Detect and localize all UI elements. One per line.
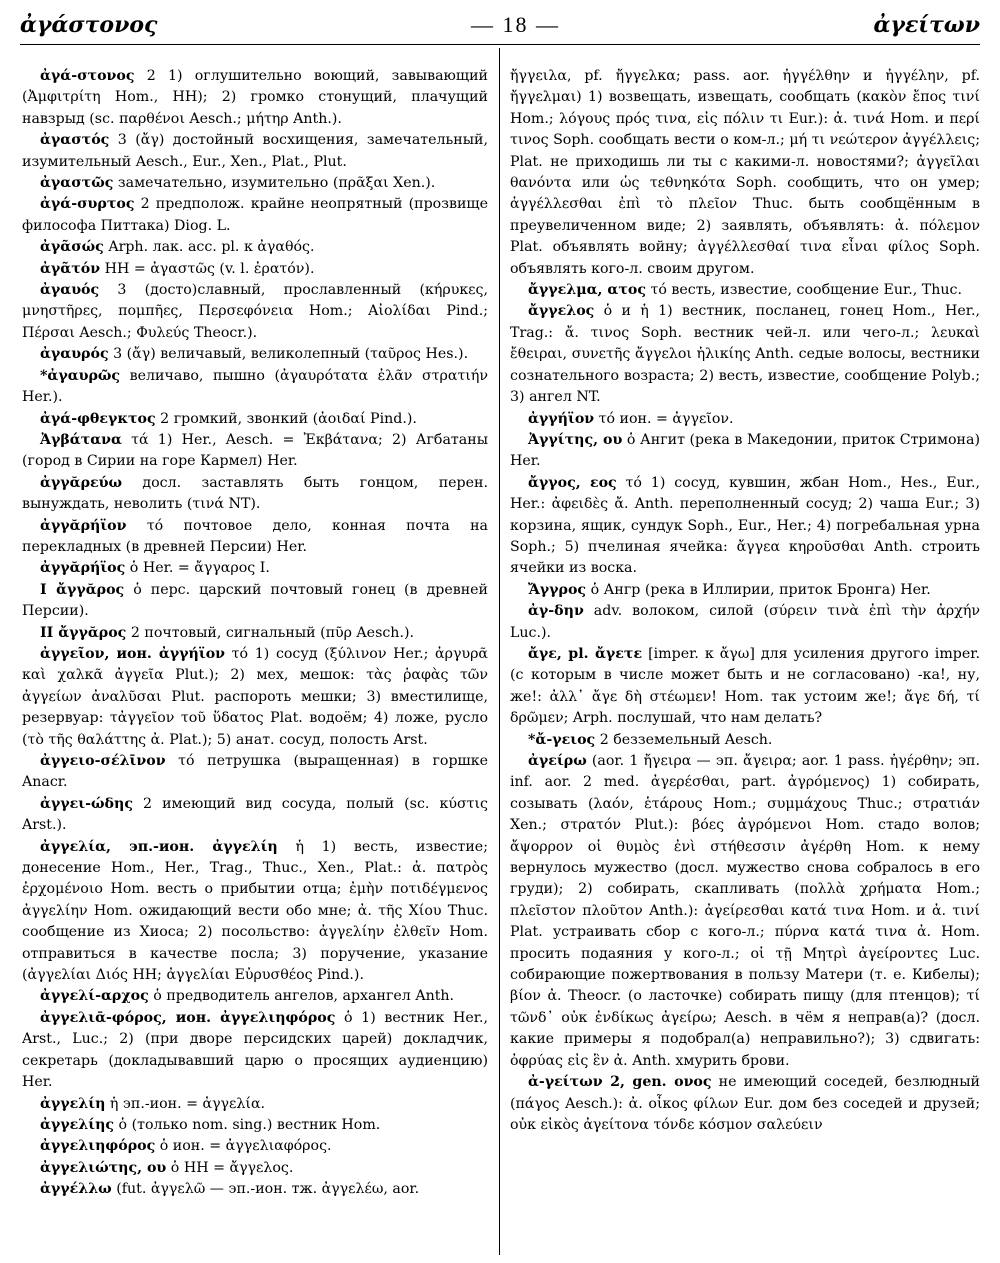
entry-headword: ἀγγελί-αρχος — [40, 988, 149, 1005]
entry-headword: ἀγαυός — [40, 282, 100, 299]
entry-definition: 2 предполож. крайне неопрятный (прозвище философа Питтака) Diog. L. — [22, 196, 488, 234]
entry-definition: не имеющий соседей, безлюдный (πάγος Aesch.): ἀ. οἶκος φίλων Eur. дом без соседей и друзей; οὐκ εἰκὸς ἀγείτονα τόνδε κόσμον σαλεύειν — [510, 1074, 980, 1133]
dictionary-entry — [510, 409, 980, 430]
dictionary-entry — [22, 1094, 488, 1115]
entry-definition: досл. заставлять быть гонцом, перен. вынуждать, неволить (τινά NT). — [22, 474, 488, 513]
entry-definition: ἡ 1) весть, известие; донесение Hom., Her., Trag., Thuc., Xen., Plat.: ἀ. πατρὸς ἐρχομένοιο Hom. весть о прибытии отца; ἐμὴν ποτιδέγμενος ἀγγελίην Hom. ожидающий вести обо мне; ἀ. τῆς Χίου Thuc. сообщение из Хиоса; 2) посольство: ἀγγελίην ἐλθεῖν Hom. отправиться в качестве посла; 3) поручение, указание (ἀγγελίαι Διός HH; ἀγγελίαι Εὐρυσθέος Pind.). — [22, 838, 488, 984]
entry-definition: 2 безземельный Aesch. — [595, 731, 773, 748]
dictionary-entry — [22, 237, 488, 258]
entry-definition: 2 почтовый, сигнальный (πῦρ Aesch.). — [126, 624, 414, 641]
entry-definition: τά 1) Her., Aesch. = Ἐκβάτανα; 2) Агбатаны (город в Сирии на горе Кармел) Her. — [22, 431, 488, 470]
dictionary-entry — [510, 430, 980, 473]
entry-definition: ὁ Her. = ἄγγαρος I. — [125, 560, 270, 577]
dictionary-entry — [22, 173, 488, 194]
entry-definition: τό почтовое дело, конная почта на перекладных (в древней Персии) Her. — [22, 517, 488, 555]
entry-definition: ὁ ион. = ἀγγελιαφόρος. — [155, 1138, 332, 1155]
entry-definition: 2 громкий, звонкий (ἀοιδαί Pind.). — [155, 410, 417, 427]
dictionary-entry — [510, 644, 980, 730]
dictionary-entry — [510, 601, 980, 644]
entry-headword: ἀγγελία, эп.-ион. ἀγγελίη — [40, 838, 278, 855]
entry-definition: [imper. к ἄγω] для усиления другого imper. (с которым в числе может быть и не согласовано) -ка!, ну, же!: ἀλλ᾽ ἄγε δὴ στέωμεν! Hom. так устоим же!; ἄγε δή, τί δρῶμεν; Arph. послушай, что нам делать? — [510, 645, 980, 727]
entry-headword: Ἄγγρος — [528, 581, 587, 598]
dictionary-entry — [510, 473, 980, 580]
entry-headword: ἀγγελιώτης, ου — [40, 1159, 167, 1176]
entry-headword: ἀγγήϊον — [528, 410, 595, 427]
dictionary-entry — [22, 1158, 488, 1179]
entry-headword: ἄγγελος — [528, 303, 595, 320]
entry-headword: ἀγαστός — [40, 132, 110, 149]
right-running-headword: ἀγείτων — [873, 12, 980, 38]
dictionary-entry — [22, 516, 488, 559]
entry-definition: τό 1) сосуд (ξύλινον Her.; ἀργυρᾶ καὶ χαλκᾶ ἀγγεῖα Plut.); 2) мех, мешок: τὰς ῥαφὰς τῶν ἀγγείων ἀναλῦσαι Plut. распороть мешки; 3) вместилище, резервуар: τἀγγεῖον τοῦ ὕδατος Plat. водоём; 4) ложе, русло (τὸ τῆς θαλάττης ἀ. Plat.); 5) анат. сосуд, полость Arst. — [22, 645, 488, 748]
entry-headword: ἀγᾶτόν — [40, 260, 101, 277]
header-rule — [20, 44, 980, 45]
column-divider — [499, 48, 500, 1255]
dictionary-entry — [22, 409, 488, 430]
entry-definition: τό петрушка (выращенная) в горшке Anacr. — [22, 753, 488, 791]
dictionary-entry — [510, 1072, 980, 1136]
entry-definition: HH = ἀγαστῶς (v. l. ἐρατόν). — [100, 260, 315, 277]
dictionary-entry — [22, 130, 488, 173]
dictionary-entry — [22, 344, 488, 365]
entry-definition: Arph. лак. acc. pl. к ἀγαθός. — [103, 239, 315, 256]
entry-definition: τό 1) сосуд, кувшин, жбан Hom., Hes., Eur., Her.: ἀφειδὲς ἄ. Anth. переполненный сосуд; 2) чаша Eur.; 3) корзина, ящик, сундук Soph., Eur., Her.; 4) погребальная урна Soph.; 5) пчелиная ячейка: ἄγγεα κηροῦσθαι Anth. строить ячейки из воска. — [510, 474, 980, 577]
dictionary-entry — [22, 580, 488, 623]
entry-headword: ἄγε, pl. ἄγετε — [528, 645, 643, 662]
entry-headword: ἀγαστῶς — [40, 175, 114, 192]
entry-definition: величаво, пышно (ἀγαυρότατα ἐλᾶν στρατιήν Her.). — [22, 367, 488, 406]
entry-headword: ἀγγέλλω — [40, 1181, 112, 1198]
entry-definition: 2 1) оглушительно воющий, завывающий (Ἀμφιτρίτη Hom., HH); 2) громко стонущий, плачущий навзрыд (sc. παρθένοι Aesch.; μήτηρ Anth.). — [22, 68, 488, 127]
entry-headword: ἀγγᾰρήϊον — [40, 517, 127, 534]
dictionary-entry — [510, 730, 980, 751]
dictionary-entry — [22, 66, 488, 130]
left-column — [22, 66, 488, 1257]
dictionary-entry — [22, 430, 488, 473]
entry-headword: I ἄγγᾰρος — [40, 581, 125, 598]
entry-definition: ὁ предводитель ангелов, архангел Anth. — [148, 988, 455, 1005]
entry-definition: ὁ HH = ἄγγελος. — [166, 1159, 294, 1176]
dictionary-entry — [22, 1008, 488, 1094]
dictionary-entry — [510, 280, 980, 301]
entry-headword: ἀγείρω — [528, 753, 587, 769]
entry-definition: 2 имеющий вид сосуда, полый (sc. κύστις Arst.). — [22, 795, 488, 834]
entry-headword: ἀ-γείτων 2, gen. ονος — [528, 1074, 712, 1091]
entry-headword: Ἀγβάτανα — [40, 431, 122, 448]
dictionary-entry — [22, 473, 488, 516]
dictionary-entry — [22, 623, 488, 644]
entry-headword: ἀγγελιηφόρος — [40, 1138, 156, 1155]
entry-headword: Ἀγγίτης, ου — [528, 431, 623, 448]
entry-headword: *ἄ-γειος — [528, 731, 596, 748]
entry-headword: ἄγγελμα, ατος — [528, 282, 646, 299]
entry-headword: ἀγγεῖον, ион. ἀγγήϊον — [40, 645, 226, 662]
entry-headword: ἀγά-στονος — [40, 68, 135, 84]
entry-definition: ὁ перс. царский почтовый гонец (в древней Персии). — [22, 581, 488, 620]
dictionary-entry — [22, 644, 488, 751]
entry-headword: ἀγαυρός — [40, 346, 109, 363]
entry-definition: ἡ эп.-ион. = ἀγγελία. — [105, 1095, 266, 1112]
dictionary-entry — [22, 558, 488, 579]
dictionary-entry — [22, 280, 488, 344]
entry-definition: ὁ Ангр (река в Иллирии, приток Бронга) Her. — [586, 581, 931, 598]
left-running-headword: ἀγάστονος — [20, 12, 158, 38]
dictionary-entry — [510, 66, 980, 280]
entry-headword: ἀγγελίης — [40, 1116, 115, 1133]
entry-headword: *ἀγαυρῶς — [40, 367, 121, 384]
dictionary-entry — [510, 301, 980, 408]
entry-definition: 3 (досто)славный, прославленный (κήρυκες, μνηστῆρες, πομπῆες, Περσεφόνεια Hom.; Αἰολίδαι Pind.; Πέρσαι Aesch.; Φυλεύς Theocr.). — [22, 282, 488, 341]
dictionary-entry — [22, 194, 488, 237]
entry-definition: ἤγγειλα, pf. ἤγγελκα; pass. aor. ἠγγέλθην и ἠγγέλην, pf. ἤγγελμαι) 1) возвещать, извещать, сообщать (κακὸν ἔπος τινί Hom.; λόγους πρός τινα, εἰς πόλιν τι Eur.): ἀ. τινά Hom. и περί τινος Soph. сообщать вести о ком-л.; μή τι νεώτερον ἀγγέλλεις; Plat. не приходишь ли ты с какими-л. новостями?; ἀγγεῖλαι θανόντα или ὡς τεθνηκότα Soph. сообщить, что он умер; ἀγγέλλεσθαι ἐπὶ τὸ πλεῖον Thuc. быть сообщённым в преувеличенном виде; 2) заявлять, объявлять: ἀ. πόλεμον Plat. объявлять войну; ἀγγέλλεσθαί τινα εἶναι φίλος Soph. объявлять кого-л. своим другом. — [510, 68, 980, 277]
entry-definition: 3 (ἄγ) достойный восхищения, замечательный, изумительный Aesch., Eur., Xen., Plat., Plut. — [22, 132, 488, 170]
entry-headword: ἀγ-δην — [528, 603, 584, 620]
dictionary-entry — [22, 1179, 488, 1200]
entry-definition: adv. волоком, силой (σύρειν τινὰ ἐπὶ τὴν ἀρχήν Luc.). — [510, 603, 980, 641]
dictionary-entry — [22, 259, 488, 280]
entry-definition: ὁ (только nom. sing.) вестник Hom. — [114, 1116, 381, 1133]
entry-headword: ἀγᾶσώς — [40, 239, 104, 256]
dictionary-entry — [22, 1136, 488, 1157]
entry-headword: ἀγγει-ώδης — [40, 795, 133, 812]
entry-headword: ἀγά-φθεγκτος — [40, 410, 156, 427]
page-number: — 18 — — [470, 12, 560, 37]
entry-definition: замечательно, изумительно (πρᾶξαι Xen.). — [113, 175, 436, 192]
dictionary-entry — [22, 366, 488, 409]
entry-definition: (aor. 1 ἤγειρα — эп. ἄγειρα; aor. 1 pass. ἠγέρθην; эп. inf. aor. 2 med. ἀγερέσθαι, part. ἀγρόμενος) 1) собирать, созывать (λαόν, ἑτάρους Hom.; συμμάχους Thuc.; στρατιάν Xen.; στρατόν Plut.): βόες ἀγρόμενοι Hom. стадо волов; ἄψορρον οἱ θυμὸς ἐνὶ στήθεσσιν ἀγέρθη Hom. к нему вернулось мужество (досл. мужество снова собралось в его груди); 2) собирать, скапливать (πολλὰ χρήματα Hom.; πλεῖστον πλοῦτον Anth.): ἀγείρεσθαι κατά τινα Hom. и ἀ. τινί Plat. устраивать сбор с кого-л.; πύρνα κατά τινα ἀ. Hom. просить подаяния у кого-л.; οἱ τῇ Μητρὶ ἀγείροντες Luc. собирающие пожертвования в пользу Матери (т. е. Кибелы); βίον ἀ. Theocr. (о ласточке) собирать пищу (для птенцов); τί τῶνδ᾽ οὐκ ἐνδίκως ἀγείρω; Aesch. в чём я неправ(а)? (досл. какие примеры я подобрал(а) неправильно?); 3) сдвигать: ὀφρύας εἰς ἓν ἀ. Anth. хмурить брови. — [510, 753, 980, 1069]
entry-headword: II ἄγγᾰρος — [40, 624, 127, 641]
entry-definition: ὁ и ἡ 1) вестник, посланец, гонец Hom., Her., Trag.: ἄ. τινος Soph. вестник чей-л. или чего-л.; λευκαὶ ἔθειραι, συνετῆς ἄγγελοι ἡλικίης Anth. седые волосы, вестники сознательного возраста; 2) весть, известие, сообщение Polyb.; 3) ангел NT. — [510, 303, 980, 406]
dictionary-entry — [510, 751, 980, 1072]
entry-headword: ἀγγᾰρεύω — [40, 474, 122, 491]
dictionary-entry — [510, 580, 980, 601]
dictionary-entry — [22, 986, 488, 1007]
entry-headword: ἀγγειο-σέλῑνον — [40, 753, 166, 769]
entry-definition: 3 (ἄγ) величавый, великолепный (ταῦρος Hes.). — [108, 346, 469, 363]
dictionary-entry — [22, 794, 488, 837]
entry-definition: (fut. ἀγγελῶ — эп.-ион. тж. ἀγγελέω, aor. — [111, 1181, 420, 1198]
entry-definition: τό ион. = ἀγγεῖον. — [594, 410, 734, 427]
entry-headword: ἀγγελίη — [40, 1095, 106, 1112]
entry-headword: ἀγγᾰρήϊος — [40, 560, 126, 577]
entry-headword: ἄγγος, εος — [528, 474, 617, 491]
entry-headword: ἀγγελιᾱ-φόρος, ион. ἀγγελιηφόρος — [40, 1009, 336, 1026]
page-header — [20, 10, 980, 40]
entry-headword: ἀγά-συρτος — [40, 196, 135, 213]
entry-definition: ὁ Ангит (река в Македонии, приток Стримона) Her. — [510, 431, 980, 470]
dictionary-entry — [22, 837, 488, 987]
entry-definition: τό весть, известие, сообщение Eur., Thuc. — [645, 282, 962, 299]
entry-definition: ὁ 1) вестник Her., Arst., Luc.; 2) (при дворе персидских царей) докладчик, секретарь (докладывавший царю о просящих аудиенцию) Her. — [22, 1009, 488, 1091]
right-column — [510, 66, 980, 1257]
dictionary-entry — [22, 1115, 488, 1136]
dictionary-entry — [22, 751, 488, 794]
